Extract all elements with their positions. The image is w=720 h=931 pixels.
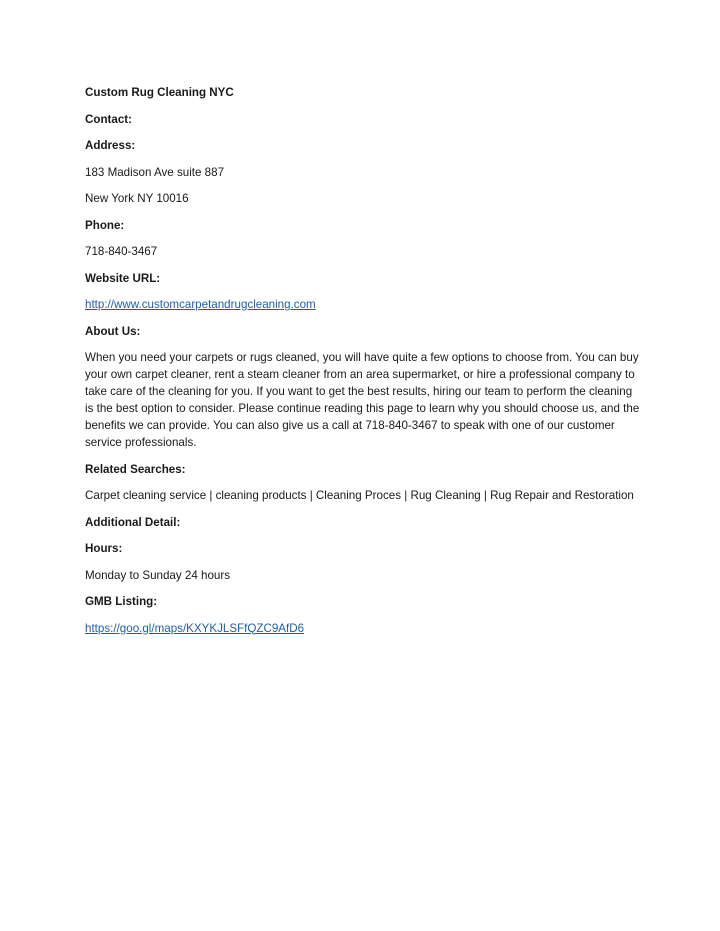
gmb-listing-link[interactable]: https://goo.gl/maps/KXYKJLSFfQZC9AfD6 (85, 621, 305, 635)
website-link[interactable]: http://www.customcarpetandrugcleaning.com (85, 298, 316, 311)
about-label: About Us: (85, 324, 141, 338)
document-body (85, 84, 640, 646)
gmb-listing-label: GMB Listing: (85, 595, 158, 608)
hours-value: Monday to Sunday 24 hours (85, 568, 231, 582)
contact-label: Contact: (85, 112, 133, 126)
related-searches-label: Related Searches: (85, 462, 186, 476)
address-label: Address: (85, 139, 136, 152)
about-paragraph: When you need your carpets or rugs cleaned, you will have quite a few options to choose from. You can buy your own carpet cleaner, rent a steam cleaner from an area supermarket, or hire a professional company to take care of the cleaning for you. If you want to get the best results, hiring our team to perform the cleaning is the best option to consider. Please continue reading this page to learn why you should choose us, and the benefits we can provide. You can also give us a call at 718-840-3467 to speak with one of our customer service professionals. (85, 351, 640, 449)
website-label: Website URL: (85, 271, 161, 285)
phone-number: 718-840-3467 (85, 245, 158, 258)
hours-label: Hours: (85, 542, 123, 555)
additional-detail-label: Additional Detail: (85, 515, 181, 529)
phone-label: Phone: (85, 218, 125, 232)
document-title: Custom Rug Cleaning NYC (85, 86, 234, 99)
related-searches-text: Carpet cleaning service | cleaning products | Cleaning Proces | Rug Cleaning | Rug Repair and Restoration (85, 489, 634, 502)
address-line-2: New York NY 10016 (85, 192, 189, 205)
address-line-1: 183 Madison Ave suite 887 (85, 165, 225, 179)
